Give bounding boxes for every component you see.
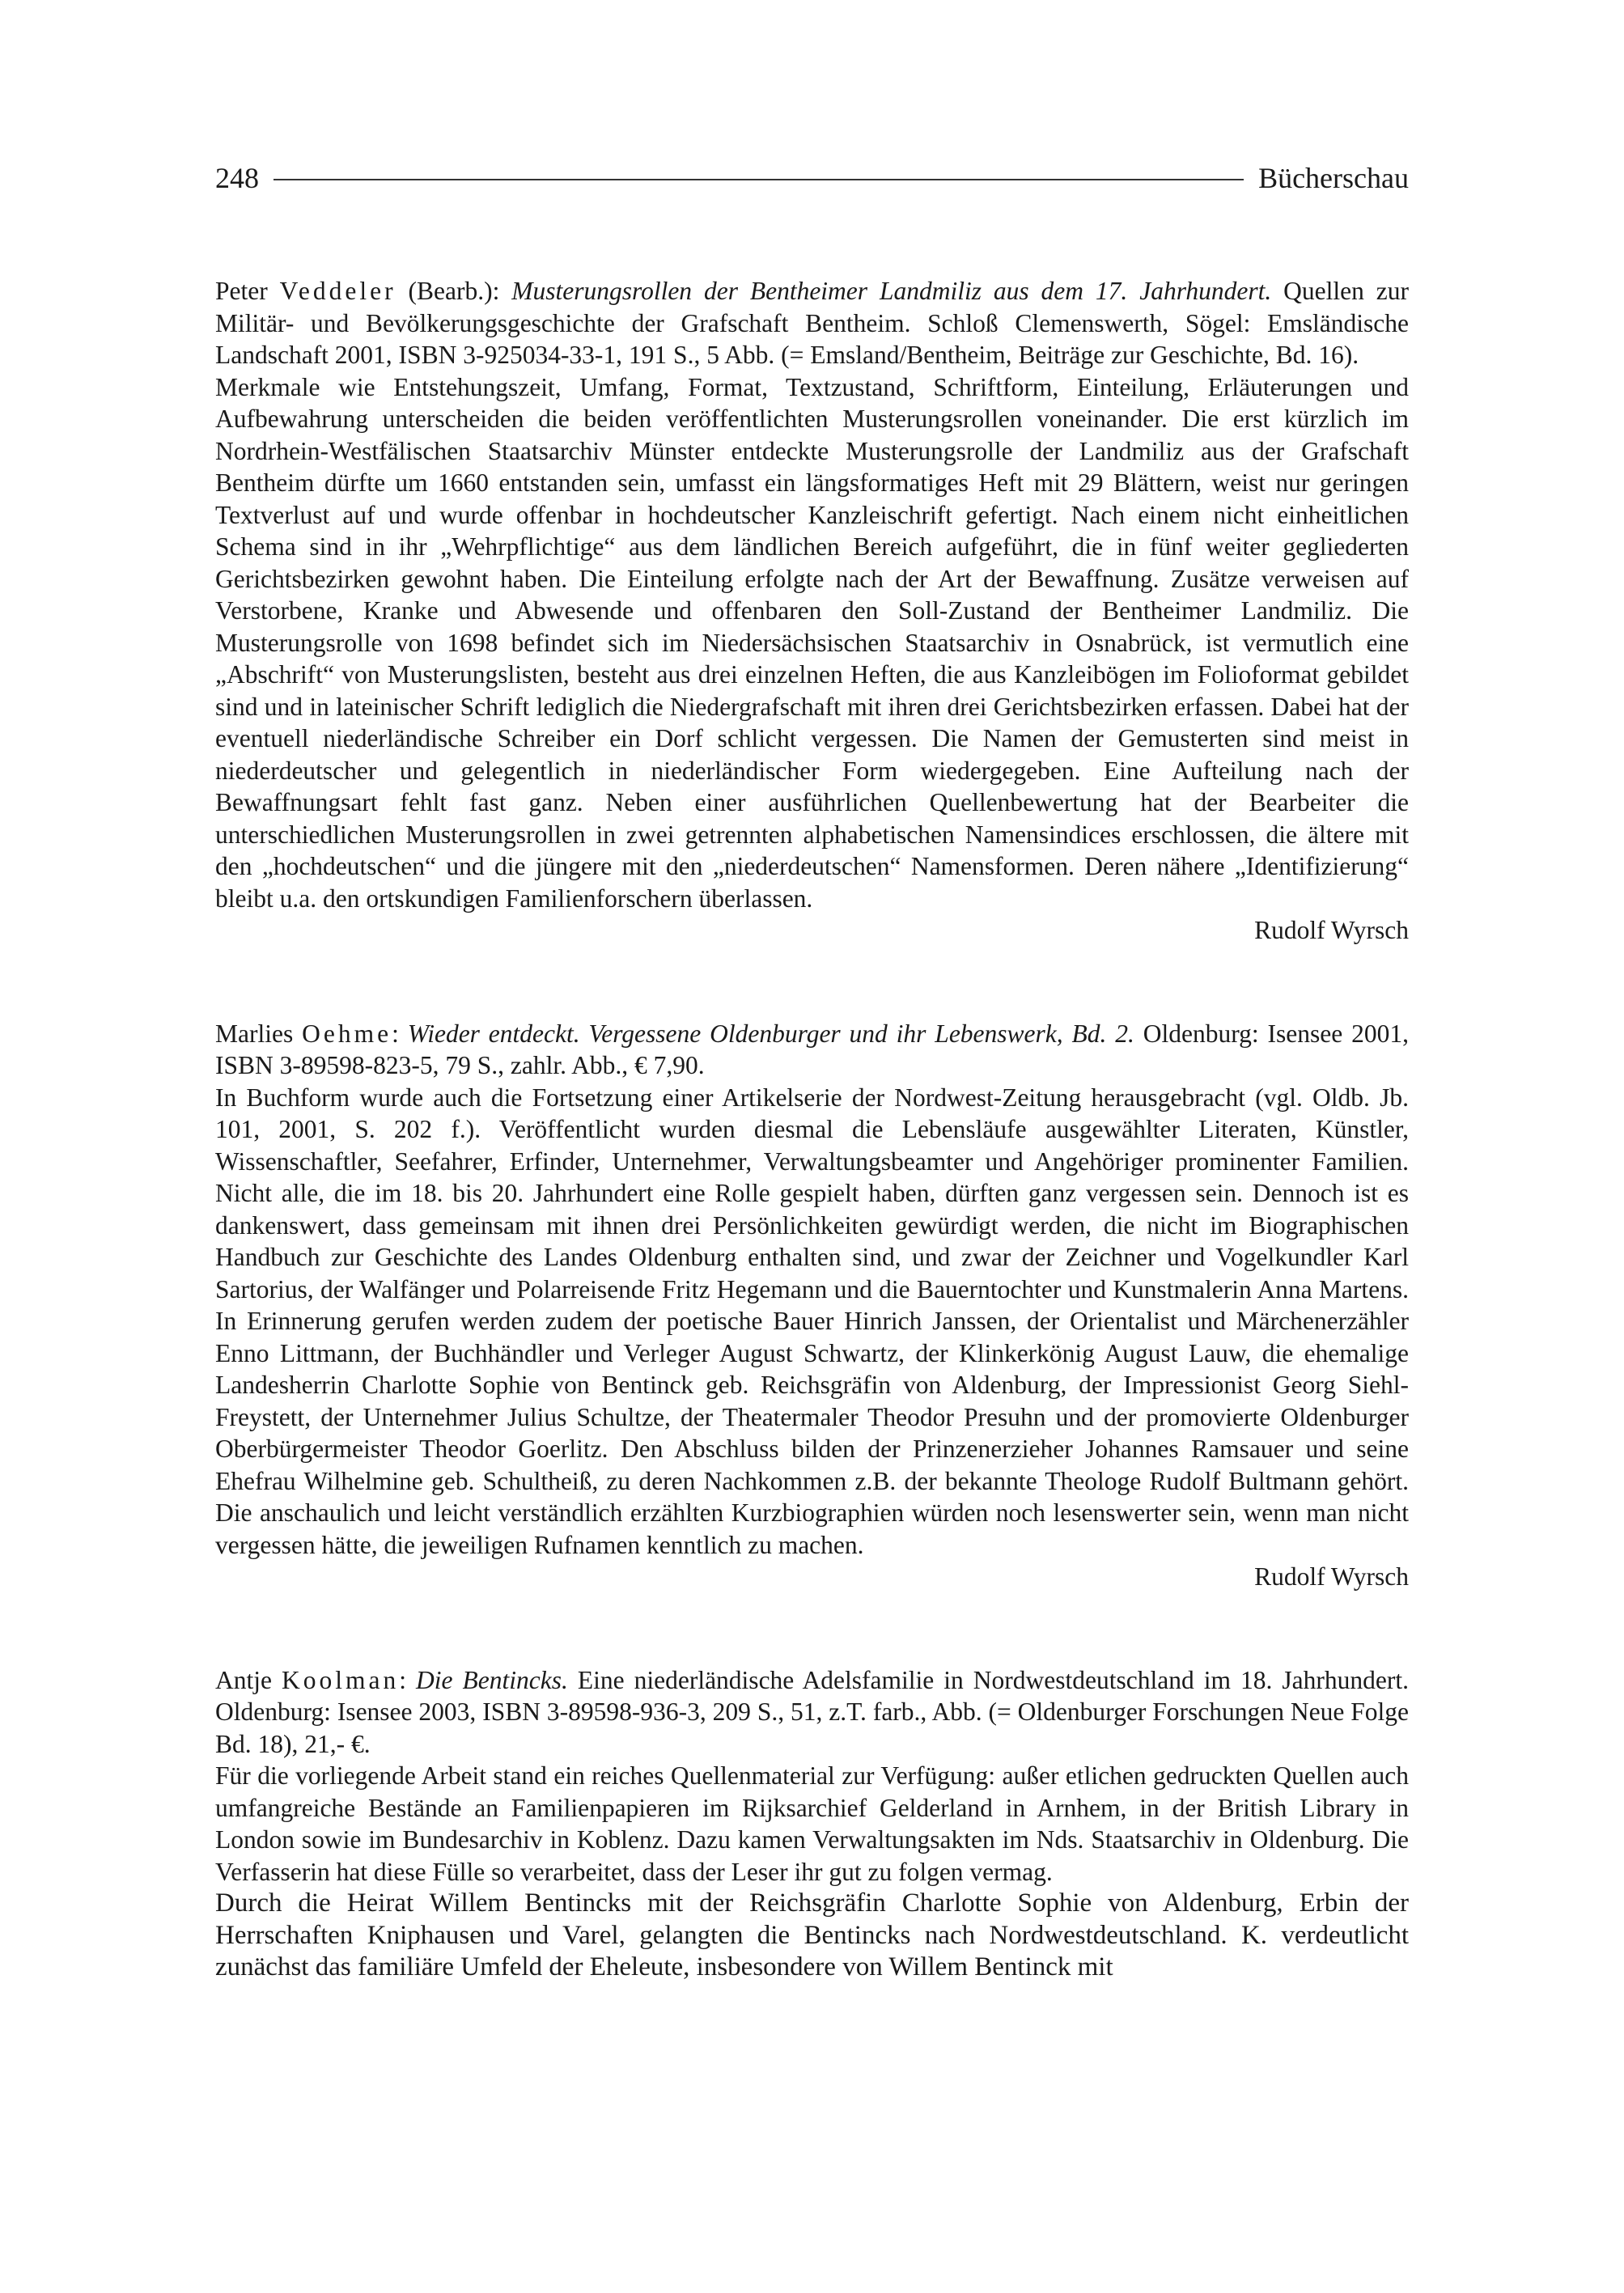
citation-separator: : xyxy=(399,1665,417,1694)
running-head xyxy=(215,162,1409,194)
review-paragraph: Durch die Heirat Willem Bentincks mit der Reichsgräfin Charlotte Sophie von Aldenburg, Erbin der Herrschaften Kniphausen und Varel, gelangten die Bentincks nach Nordwestdeutschland. K. verdeutlicht zunächst das familiäre Umfeld der Eheleute, insbesondere von Willem Bentinck mit xyxy=(215,1888,1409,1981)
citation-details: Eine niederländische Adelsfamilie in Nordwestdeutschland im 18. Jahrhundert. Oldenburg: Isensee 2003, ISBN 3-89598-936-3, 209 S., 51, z.T. farb., Abb. (= Oldenburger Forschungen Neue Folge Bd. 18), 21,- €. xyxy=(215,1665,1409,1758)
author-first: Antje xyxy=(215,1665,272,1694)
review-citation xyxy=(215,1664,1409,1761)
citation-details: Quellen zur Militär- und Bevölkerungsgeschichte der Grafschaft Bentheim. Schloß Clemenswerth, Sögel: Emsländische Landschaft 2001, ISBN 3-925034-33-1, 191 S., 5 Abb. (= Emsland/Bentheim, Beiträge zur Geschichte, Bd. 16). xyxy=(215,277,1409,369)
section-title: Bücherschau xyxy=(1258,162,1409,194)
review-oehme xyxy=(215,1018,1409,1593)
review-paragraph: In Buchform wurde auch die Fortsetzung einer Artikelserie der Nordwest-Zeitung herausgebracht (vgl. Oldb. Jb. 101, 2001, S. 202 f.). Veröffentlicht wurden diesmal die Lebensläufe ausgewählter Literaten, Künstler, Wissenschaftler, Seefahrer, Erfinder, Unternehmer, Verwaltungsbeamter und Angehöriger prominenter Familien. Nicht alle, die im 18. bis 20. Jahrhundert eine Rolle gespielt haben, dürften ganz vergessen sein. Dennoch ist es dankenswert, dass gemeinsam mit ihnen drei Persönlichkeiten gewürdigt werden, die nicht im Biographischen Handbuch zur Geschichte des Landes Oldenburg enthalten sind, und zwar der Zeichner und Vogelkundler Karl Sartorius, der Walfänger und Polarreisende Fritz Hegemann und die Bauerntochter und Kunstmalerin Anna Martens. In Erinnerung gerufen werden zudem der poetische Bauer Hinrich Janssen, der Orientalist und Märchenerzähler Enno Littmann, der Buchhändler und Verleger August Schwartz, der Klinkerkönig August Lauw, die ehemalige Landesherrin Charlotte Sophie von Bentinck geb. Reichsgräfin von Aldenburg, der Impressionist Georg Siehl-Freystett, der Unternehmer Julius Schultze, der Theatermaler Theodor Presuhn und der promovierte Oldenburger Oberbürgermeister Theodor Goerlitz. Den Abschluss bilden der Prinzenerzieher Johannes Ramsauer und seine Ehefrau Wilhelmine geb. Schultheiß, zu deren Nachkommen z.B. der bekannte Theologe Rudolf Bultmann gehört. Die anschaulich und leicht verständlich erzählten Kurzbiographien würden noch lesenswerter sein, wenn man nicht vergessen hätte, die jeweiligen Rufnamen kenntlich zu machen. xyxy=(215,1083,1409,1559)
citation-details: Oldenburg: Isensee 2001, ISBN 3-89598-823-5, 79 S., zahlr. Abb., € 7,90. xyxy=(215,1019,1409,1079)
reviewer-name: Rudolf Wyrsch xyxy=(1254,916,1409,944)
review-paragraph: Für die vorliegende Arbeit stand ein reiches Quellenmaterial zur Verfügung: außer etlichen gedruckten Quellen auch umfangreiche Bestände an Familienpapieren im Rijksarchief Gelderland in Arnhem, in der British Library in London sowie im Bundesarchiv in Koblenz. Dazu kamen Verwaltungsakten im Nds. Staatsarchiv in Oldenburg. Die Verfasserin hat diese Fülle so verarbeitet, dass der Leser ihr gut zu folgen vermag. xyxy=(215,1761,1409,1886)
book-title: Musterungsrollen der Bentheimer Landmiliz aus dem 17. Jahrhundert. xyxy=(511,277,1272,305)
review-veddeler xyxy=(215,275,1409,947)
author-last: Veddeler xyxy=(279,277,396,305)
author-first: Marlies xyxy=(215,1019,294,1048)
citation-separator: : xyxy=(392,1019,408,1048)
page-number: 248 xyxy=(215,162,259,194)
header-rule xyxy=(273,179,1244,180)
review-gap xyxy=(215,947,1409,1018)
review-citation xyxy=(215,275,1409,371)
book-title: Die Bentincks. xyxy=(416,1665,568,1694)
citation-separator: (Bearb.): xyxy=(396,277,512,305)
review-gap xyxy=(215,1593,1409,1664)
reviewer-name: Rudolf Wyrsch xyxy=(1254,1562,1409,1591)
author-last: Oehme xyxy=(302,1019,392,1048)
book-title: Wieder entdeckt. Vergessene Oldenburger und ihr Lebenswerk, Bd. 2. xyxy=(407,1019,1134,1048)
review-koolman xyxy=(215,1664,1409,1984)
review-citation xyxy=(215,1018,1409,1082)
author-first: Peter xyxy=(215,277,268,305)
review-paragraph: Merkmale wie Entstehungszeit, Umfang, Format, Textzustand, Schriftform, Einteilung, Erläuterungen und Aufbewahrung unterscheiden die beiden veröffentlichten Musterungsrollen voneinander. Die erst kürzlich im Nordrhein-Westfälischen Staatsarchiv Münster entdeckte Musterungsrolle der Landmiliz aus der Grafschaft Bentheim dürfte um 1660 entstanden sein, umfasst ein längsformatiges Heft mit 29 Blättern, weist nur geringen Textverlust auf und wurde offenbar in hochdeutscher Kanzleischrift gefertigt. Nach einem nicht einheitlichen Schema sind in ihr „Wehrpflichtige“ aus dem ländlichen Bereich aufgeführt, die in fünf weiter gegliederten Gerichtsbezirken gewohnt haben. Die Einteilung erfolgte nach der Art der Bewaffnung. Zusätze verweisen auf Verstorbene, Kranke und Abwesende und offenbaren den Soll-Zustand der Bentheimer Landmiliz. Die Musterungsrolle von 1698 befindet sich im Niedersächsischen Staatsarchiv in Osnabrück, ist vermutlich eine „Abschrift“ von Musterungslisten, besteht aus drei einzelnen Heften, die aus Kanzleibögen im Folioformat gebildet sind und in lateinischer Schrift lediglich die Niedergrafschaft mit ihren drei Gerichtsbezirken erfassen. Dabei hat der eventuell niederländische Schreiber ein Dorf schlicht vergessen. Die Namen der Gemusterten sind meist in niederdeutscher und gelegentlich in niederländischer Form wiedergegeben. Eine Aufteilung nach der Bewaffnungsart fehlt fast ganz. Neben einer ausführlichen Quellenbewertung hat der Bearbeiter die unterschiedlichen Musterungsrollen in zwei getrennten alphabetischen Namensindices erschlossen, die ältere mit den „hochdeutschen“ und die jüngere mit den „niederdeutschen“ Namensformen. Deren nähere „Identifizierung“ bleibt u.a. den ortskundigen Familienforschern überlassen. xyxy=(215,372,1409,913)
author-last: Koolman xyxy=(282,1665,400,1694)
